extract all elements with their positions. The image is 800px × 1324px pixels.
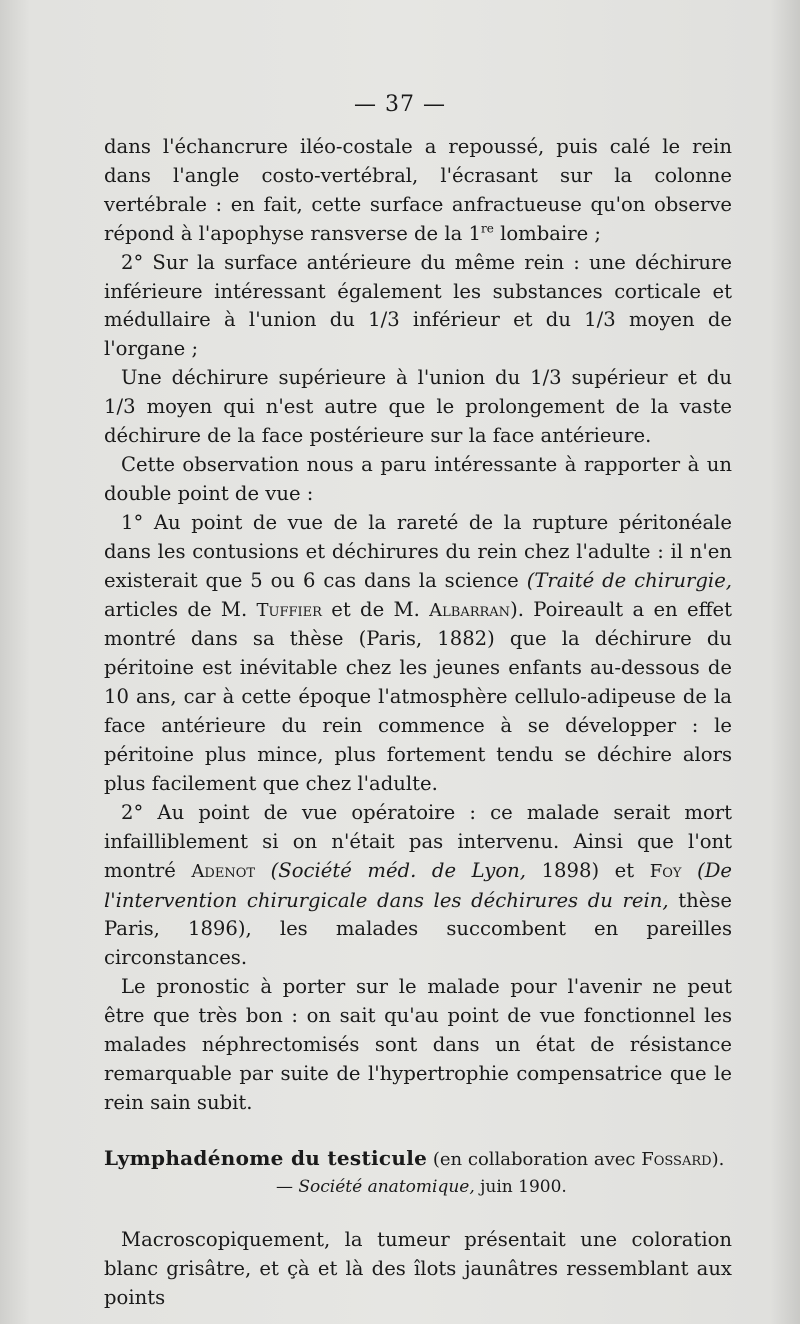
- citation-societe-lyon: (Société méd. de Lyon,: [255, 858, 527, 882]
- paragraph-2: 2° Sur la surface antérieure du même rein : une déchirure inférieure intéressant également les substances corticale et médullaire à l'union du 1/3 inférieur et du 1/3 moyen de l'organe ;: [104, 250, 732, 361]
- paragraph-1: [104, 133, 732, 249]
- paragraph-8: Macroscopiquement, la tumeur présentait une coloration blanc grisâtre, et çà et là des îlots jaunâtres ressemblant aux points: [104, 1227, 732, 1309]
- paragraph-5-b: articles de M.: [104, 597, 257, 621]
- paragraph-7: Le pronostic à porter sur le malade pour l'avenir ne peut être que très bon : on sait qu'au point de vue fonctionnel les malades néphrectomisés sont dans un état de résistance remarquable par suite de l'hypertrophie compensatrice que le rein sain subit.: [104, 975, 732, 1114]
- section-collab: (en collaboration avec: [427, 1148, 642, 1170]
- section-subheading: [104, 1174, 732, 1200]
- superscript-re: re: [481, 221, 494, 236]
- paragraph-4: Cette observation nous a paru intéressante à rapporter à un double point de vue :: [104, 452, 732, 505]
- author-foy: Foy: [649, 860, 682, 882]
- paragraph-5: [104, 509, 732, 799]
- author-albarran: Albarran: [429, 599, 511, 621]
- paragraph-1-end: lombaire ;: [493, 221, 602, 245]
- sub-society: Société anatomique,: [298, 1176, 475, 1197]
- text-body: [104, 133, 732, 1313]
- paragraph-1-text: dans l'échancrure iléo-costale a repoussé, puis calé le rein dans l'angle costo-vertébral, l'écrasant sur la colonne vertébrale : en fait, cette surface anfractueuse qu'on observe répond à l'apophyse ransverse de la 1: [104, 135, 732, 245]
- section-title: Lymphadénome du testicule: [104, 1145, 428, 1170]
- author-adenot: Adenot: [191, 860, 256, 882]
- paragraph-5-c: et de M.: [321, 597, 430, 621]
- paragraph-6-a: 2° Au point de vue opératoire : ce malade serait mort infailliblement si on n'était pas intervenu. Ainsi que l'ont montré: [104, 800, 732, 882]
- paragraph-3: Une déchirure supérieure à l'union du 1/3 supérieur et du 1/3 moyen qui n'est autre que le prolongement de la vaste déchirure de la face postérieure sur la face antérieure.: [104, 366, 732, 448]
- sub-dash: —: [276, 1176, 299, 1197]
- author-tuffier: Tuffier: [256, 599, 322, 621]
- sub-date: juin 1900.: [474, 1176, 567, 1197]
- section-collab-end: ).: [711, 1148, 725, 1170]
- section-heading: [104, 1144, 732, 1174]
- collab-name: Fossard: [641, 1148, 712, 1170]
- citation-traite: (Traité de chirurgie,: [526, 568, 733, 592]
- spacer: [104, 1118, 732, 1144]
- paragraph-6-c: thèse Paris, 1896), les malades succombent en pareilles circonstances.: [104, 888, 732, 970]
- spacer-2: [104, 1200, 732, 1226]
- paragraph-6: [104, 799, 732, 973]
- paragraph-5-a: 1° Au point de vue de la rareté de la rupture péritonéale dans les contusions et déchirures du rein chez l'adulte : il n'en existerait que 5 ou 6 cas dans la science: [104, 510, 732, 592]
- citation-intervention: (De l'intervention chirurgicale dans les déchirures du rein,: [104, 858, 733, 912]
- paragraph-5-d: ). Poireault a en effet montré dans sa thèse (Paris, 1882) que la déchirure du péritoine est inévitable chez les jeunes enfants au-dessous de 10 ans, car à cette époque l'atmosphère cellulo-adipeuse de la face antérieure du rein commence à se développer : le péritoine plus mince, plus fortement tendu se déchire alors plus facilement que chez l'adulte.: [104, 597, 732, 795]
- page-number: — 37 —: [354, 92, 446, 117]
- paragraph-6-b: 1898) et: [526, 858, 650, 882]
